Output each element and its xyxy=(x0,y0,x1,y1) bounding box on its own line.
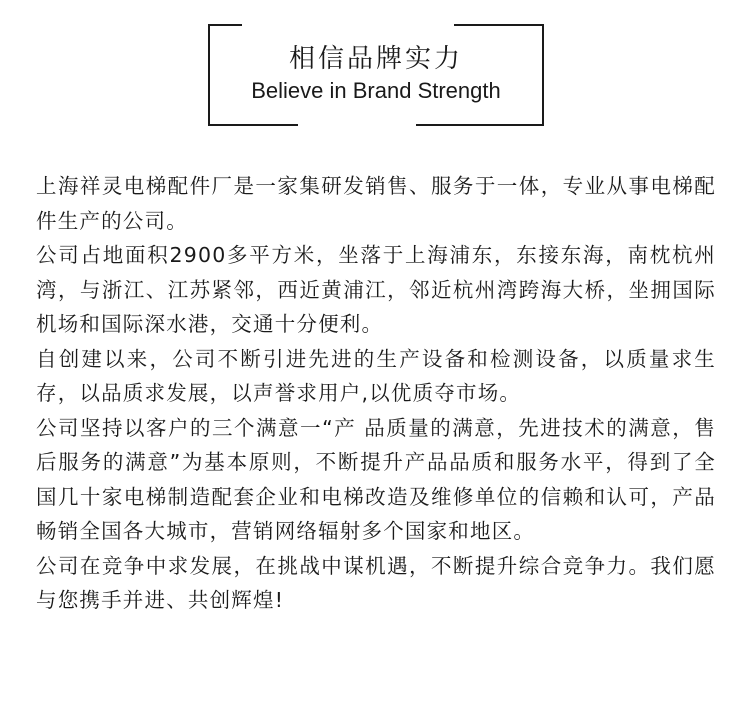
frame-bottom-left-border xyxy=(208,124,298,126)
title-frame xyxy=(208,24,544,126)
heading-chinese: 相信品牌实力 xyxy=(288,44,463,74)
paragraph-location: 公司占地面积2900多平方米，坐落于上海浦东，东接东海，南枕杭州湾，与浙江、江苏紧邻，西近黄浦江，邻近杭州湾跨海大桥，坐拥国际机场和国际深水港，交通十分便利。 xyxy=(36,243,716,336)
company-description xyxy=(36,169,716,618)
paragraph-customer-satisfaction: 公司坚持以客户的三个满意一“产 品质量的满意，先进技术的满意，售后服务的满意”为基本原则，不断提升产品品质和服务水平，得到了全国几十家电梯制造配套企业和电梯改造及维修单位的信赖和认可，产品畅销全国各大城市，营销网络辐射多个国家和地区。 xyxy=(36,415,716,543)
frame-bottom-right-border xyxy=(416,124,544,126)
paragraph-closing: 公司在竞争中求发展，在挑战中谋机遇，不断提升综合竞争力。我们愿与您携手并进、共创辉煌! xyxy=(36,553,716,612)
paragraph-intro: 上海祥灵电梯配件厂是一家集研发销售、服务于一体，专业从事电梯配件生产的公司。 xyxy=(36,174,716,233)
paragraph-equipment: 自创建以来，公司不断引进先进的生产设备和检测设备，以质量求生存，以品质求发展，以声誉求用户,以优质夺市场。 xyxy=(36,346,716,405)
frame-top-left-border xyxy=(208,24,242,26)
frame-top-right-border xyxy=(454,24,544,26)
heading-english: Believe in Brand Strength xyxy=(251,78,501,103)
